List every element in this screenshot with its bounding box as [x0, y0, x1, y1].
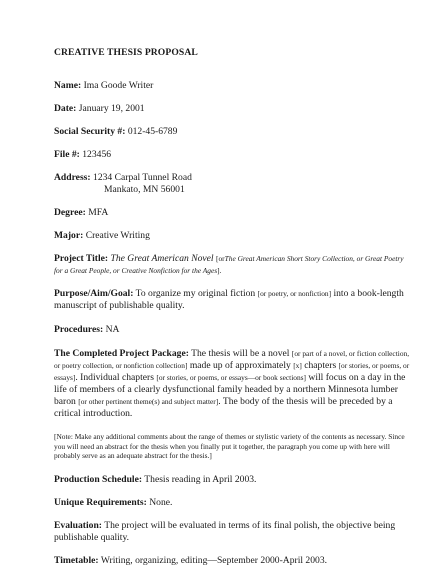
address-line2: Mankato, MN 56001 [104, 184, 185, 195]
package-text-2: made up of approximately [189, 360, 291, 371]
project-title-label: Project Title: [54, 253, 109, 264]
file-value: 123456 [82, 149, 112, 160]
purpose-aside: [or poetry, or nonfiction] [257, 289, 332, 298]
package-aside-3: [or stories, or poems, or essays] [54, 361, 410, 382]
name-label: Name: [54, 80, 82, 91]
purpose-label: Purpose/Aim/Goal: [54, 288, 134, 299]
date-label: Date: [54, 103, 77, 114]
project-title-book: The Great American Novel [110, 253, 214, 264]
ssn-value: 012-45-6789 [127, 126, 178, 137]
evaluation-value: The project will be evaluated in terms of its final polish, the objective being publishable quality. [54, 519, 396, 543]
degree-value: MFA [88, 207, 109, 218]
package-label: The Completed Project Package: [54, 348, 189, 359]
name-row [54, 80, 414, 92]
package-aside-5: [or other pertinent theme(s) and subject matter] [78, 397, 219, 406]
evaluation-row [54, 520, 414, 544]
package-aside-2: [x] [293, 361, 302, 370]
address-label: Address: [54, 172, 91, 183]
unique-label: Unique Requirements: [54, 496, 147, 508]
procedures-label: Procedures: [54, 324, 104, 335]
procedures-value: NA [105, 324, 120, 335]
name-value: Ima Goode Writer [83, 80, 154, 91]
package-paragraph [54, 348, 414, 420]
timetable-label: Timetable: [54, 554, 99, 566]
project-title-row [54, 253, 414, 277]
unique-row [54, 497, 414, 509]
unique-value: None. [149, 496, 173, 508]
date-value: January 19, 2001 [78, 103, 145, 114]
schedule-value: Thesis reading in April 2003. [144, 473, 257, 485]
package-aside-4: [or stories, or poems, or essays—or book sections] [156, 373, 306, 382]
file-label: File #: [54, 149, 80, 160]
schedule-label: Production Schedule: [54, 473, 143, 485]
document-title: CREATIVE THESIS PROPOSAL [54, 47, 198, 58]
package-text-6: . The body of the thesis will be preceded by a critical introduction. [54, 396, 393, 419]
project-title-close: ]. [217, 266, 222, 275]
schedule-row [54, 474, 414, 486]
procedures-row [54, 324, 414, 336]
purpose-row [54, 288, 414, 312]
major-row [54, 230, 414, 242]
file-row [54, 149, 414, 161]
package-text-4: . Individual chapters [75, 372, 154, 383]
major-label: Major: [54, 230, 84, 241]
major-value: Creative Writing [85, 230, 150, 241]
package-text-5: will focus on a day in the life of members of a clearly dysfunctional family headed by a northern Minnesota lumber baron [54, 372, 406, 407]
package-text-3: chapters [304, 360, 337, 371]
project-title-alternatives: The Great American Short Story Collection, or Great Poetry for a Great People, or Creative Nonfiction for the Ages [54, 254, 404, 275]
package-aside-1: [or part of a novel, or fiction collection, or poetry collection, or nonfiction collection] [54, 349, 410, 370]
timetable-value: Writing, organizing, editing—September 2000-April 2003. [100, 554, 328, 566]
note-paragraph: [Note: Make any additional comments about the range of themes or stylistic variety of the contents as necessary. Since you will need an abstract for the thesis when you finally put it together, the paragraph you come up with here will probably serve as an adequate abstract for the thesis.] [54, 432, 405, 461]
ssn-row [54, 126, 414, 138]
package-text-1: The thesis will be a novel [191, 348, 290, 359]
degree-label: Degree: [54, 207, 86, 218]
address-row [54, 172, 414, 196]
timetable-row [54, 555, 414, 567]
date-row [54, 103, 414, 115]
address-line1: 1234 Carpal Tunnel Road [93, 172, 192, 183]
degree-row [54, 207, 414, 219]
project-title-or: [or [216, 254, 225, 263]
evaluation-label: Evaluation: [54, 519, 102, 531]
purpose-text-1: To organize my original fiction [135, 288, 256, 299]
ssn-label: Social Security #: [54, 126, 126, 137]
purpose-text-2: into a book-length manuscript of publishable quality. [54, 288, 404, 311]
